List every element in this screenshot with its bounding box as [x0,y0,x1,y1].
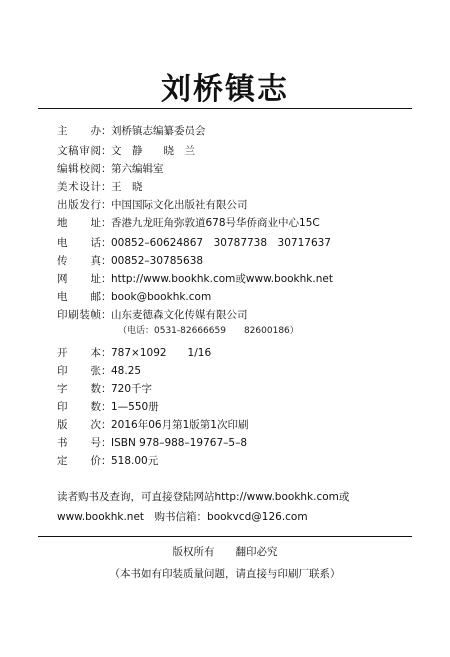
info-label: 出版发行 [57,199,101,211]
info-value: 00852–60624867 30787738 30717637 [111,237,331,249]
top-divider [38,108,412,109]
info-label: 网 址 [57,273,101,285]
spec-value: 518.00元 [111,455,159,467]
spec-row-isbn: 书 号：ISBN 978–988–19767–5–8 [57,434,247,452]
bottom-divider [38,536,412,537]
spec-label: 书 号 [57,437,101,449]
spec-row-print-run: 印 数：1—550册 [57,398,159,416]
info-label: 编辑校阅 [57,163,101,175]
info-row-email: 电 邮：book@bookhk.com [57,288,211,306]
spec-label: 字 数 [57,383,101,395]
info-row-fax: 传 真：00852–30785638 [57,252,203,270]
book-title: 刘桥镇志 [161,72,289,107]
quality-note: （本书如有印装质量问题，请直接与印刷厂联系） [109,568,341,580]
info-row-printer: 印刷装帧：山东麦德森文化传媒有限公司 [57,306,248,324]
info-value: 王 晓 [111,181,143,193]
info-value: 刘桥镇志编纂委员会 [111,125,206,137]
info-row-organizer: 主 办：刘桥镇志编纂委员会 [57,122,206,140]
info-value: book@bookhk.com [111,291,212,303]
spec-value: 2016年06月第1版第1次印刷 [111,419,249,431]
info-value: 文 静 晓 兰 [111,145,195,157]
info-value: 00852–30785638 [111,255,204,267]
spec-label: 印 张 [57,365,101,377]
reader-info-line-1: 读者购书及查询，可直接登陆网站http://www.bookhk.com或 [57,491,350,503]
spec-row-edition: 版 次：2016年06月第1版第1次印刷 [57,416,248,434]
spec-row-format: 开 本：787×1092 1/16 [57,344,211,362]
info-value: 第六编辑室 [111,163,164,175]
info-row-editing: 编辑校阅：第六编辑室 [57,160,164,178]
info-value: http://www.bookhk.com或www.bookhk.net [111,273,333,285]
info-label: 地 址 [57,217,101,229]
info-label: 印刷装帧 [57,309,101,321]
spec-value: 787×1092 1/16 [111,347,212,359]
spec-value: 48.25 [111,365,142,377]
info-row-phone: 电 话：00852–60624867 30787738 30717637 [57,234,331,252]
spec-value: ISBN 978–988–19767–5–8 [111,437,248,449]
info-row-reviewers: 文稿审阅：文 静 晓 兰 [57,142,195,160]
copyright-notice: 版权所有 翻印必究 [172,546,278,558]
info-row-publisher: 出版发行：中国国际文化出版社有限公司 [57,196,248,214]
info-label: 主 办 [57,125,101,137]
spec-label: 定 价 [57,455,101,467]
info-row-address: 地 址：香港九龙旺角弥敦道678号华侨商业中心15C [57,214,320,232]
info-value: 中国国际文化出版社有限公司 [111,199,248,211]
spec-row-sheets: 印 张：48.25 [57,362,141,380]
info-value: 山东麦德森文化传媒有限公司 [111,309,248,321]
info-label: 传 真 [57,255,101,267]
spec-value: 1—550册 [111,401,159,413]
info-label: 文稿审阅 [57,145,101,157]
info-row-art-design: 美术设计：王 晓 [57,178,143,196]
spec-label: 版 次 [57,419,101,431]
reader-info-line-2: www.bookhk.net 购书信箱：bookvcd@126.com [57,511,308,523]
info-label: 电 邮 [57,291,101,303]
spec-label: 开 本 [57,347,101,359]
spec-value: 720千字 [111,383,153,395]
info-value: 香港九龙旺角弥敦道678号华侨商业中心15C [111,217,320,229]
spec-row-word-count: 字 数：720千字 [57,380,152,398]
spec-label: 印 数 [57,401,101,413]
spec-row-price: 定 价：518.00元 [57,452,158,470]
info-label: 电 话 [57,237,101,249]
printer-phone-note: （电话：0531-82666659 82600186） [118,326,299,336]
info-row-website: 网 址：http://www.bookhk.com或www.bookhk.net [57,270,333,288]
info-label: 美术设计 [57,181,101,193]
